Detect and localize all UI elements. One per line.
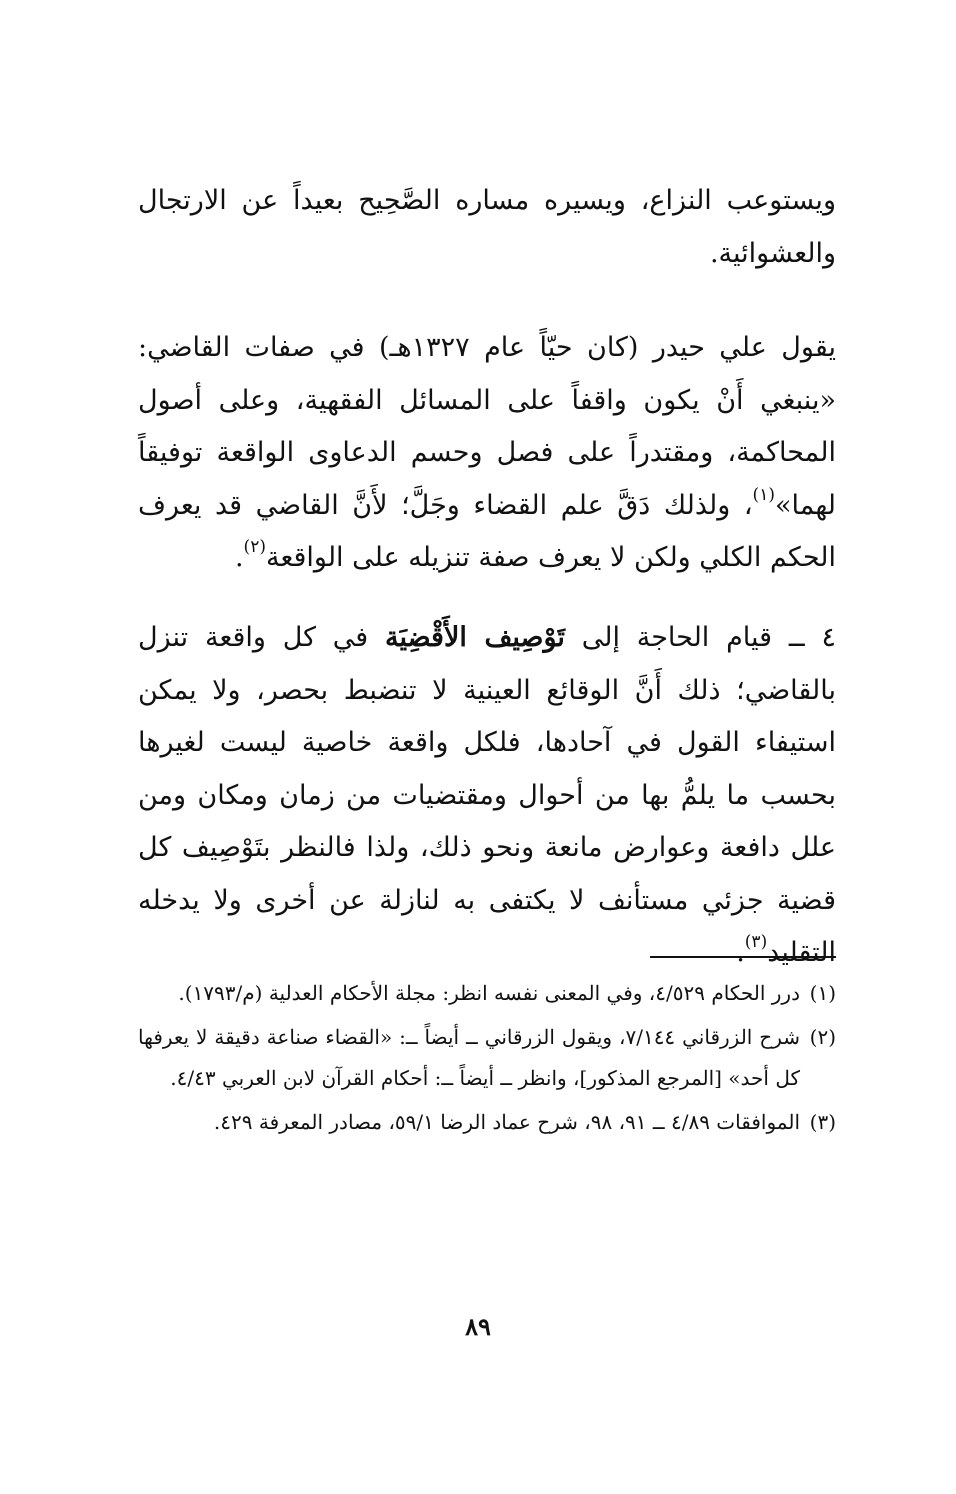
- footnote-2: [138, 1017, 836, 1099]
- paragraph-1-text: ويستوعب النزاع، ويسيره مساره الصَّحِيح بعيداً عن الارتجال والعشوائية.: [138, 185, 836, 269]
- paragraph-3-lead: ٤ ــ قيام الحاجة إلى: [564, 622, 836, 653]
- page-number: ٨٩: [465, 1312, 491, 1341]
- footnote-ref-3: (٣): [744, 932, 768, 952]
- footnote-number: (٣): [809, 1110, 836, 1134]
- paragraph-2-text: يقول علي حيدر (كان حيّاً عام ١٣٢٧هـ) في صفات القاضي: «ينبغي أَنْ يكون واقفاً على المسائل الفقهية، وعلى أصول المحاكمة، ومقتدراً على فصل وحسم الدعاوى الواقعة توفيقاً لهما»: [138, 332, 836, 521]
- paragraph-3-text: في كل واقعة تنزل بالقاضي؛ ذلك أَنَّ الوقائع العينية لا تنضبط بحصر، ولا يمكن استيفاء القول في آحادها، فلكل واقعة خاصية ليست لغيرها بحسب ما يلمُّ بها من أحوال ومقتضيات من زمان ومكان ومن علل دافعة وعوارض مانعة ونحو ذلك، ولذا فالنظر بتَوْصِيف كل قضية جزئي مستأنف لا يكتفى به لنازلة عن أخرى ولا يدخله التقليد: [138, 622, 836, 968]
- footnote-text: الموافقات ٤/٨٩ ــ ٩١، ٩٨، شرح عماد الرضا ٥٩/١، مصادر المعرفة ٤٢٩.: [213, 1110, 800, 1134]
- paragraph-3-end: .: [736, 937, 745, 968]
- footnote-number: (١): [809, 981, 836, 1005]
- paragraph-2-end: .: [234, 542, 244, 573]
- paragraph-3-term: تَوْصِيف الأَقْضِيَة: [385, 622, 565, 653]
- paragraph-2: [138, 322, 836, 585]
- footnote-3: [138, 1102, 836, 1143]
- footnote-separator: [650, 956, 836, 958]
- paragraph-3: [138, 612, 836, 980]
- paragraph-2-middle: ، ولذلك دَقَّ علم القضاء وجَلَّ؛ لأَنَّ القاضي قد يعرف الحكم الكلي ولكن لا يعرف صفة تنزيله على الواقعة: [138, 489, 836, 573]
- footnotes-list: [138, 973, 836, 1146]
- footnote-1: [138, 973, 836, 1014]
- footnote-ref-1: (١): [752, 484, 775, 505]
- footnote-text: درر الحكام ٤/٥٢٩، وفي المعنى نفسه انظر: مجلة الأحكام العدلية (م/١٧٩٣).: [178, 981, 800, 1005]
- footnote-ref-2: (٢): [243, 537, 266, 557]
- footnote-text: شرح الزرقاني ٧/١٤٤، ويقول الزرقاني ــ أيضاً ــ: «القضاء صناعة دقيقة لا يعرفها كل أحد» [المرجع المذكور]، وانظر ــ أيضاً ــ: أحكام القرآن لابن العربي ٤/٤٣.: [138, 1025, 800, 1090]
- footnote-number: (٢): [809, 1025, 836, 1049]
- paragraph-1: [138, 175, 836, 280]
